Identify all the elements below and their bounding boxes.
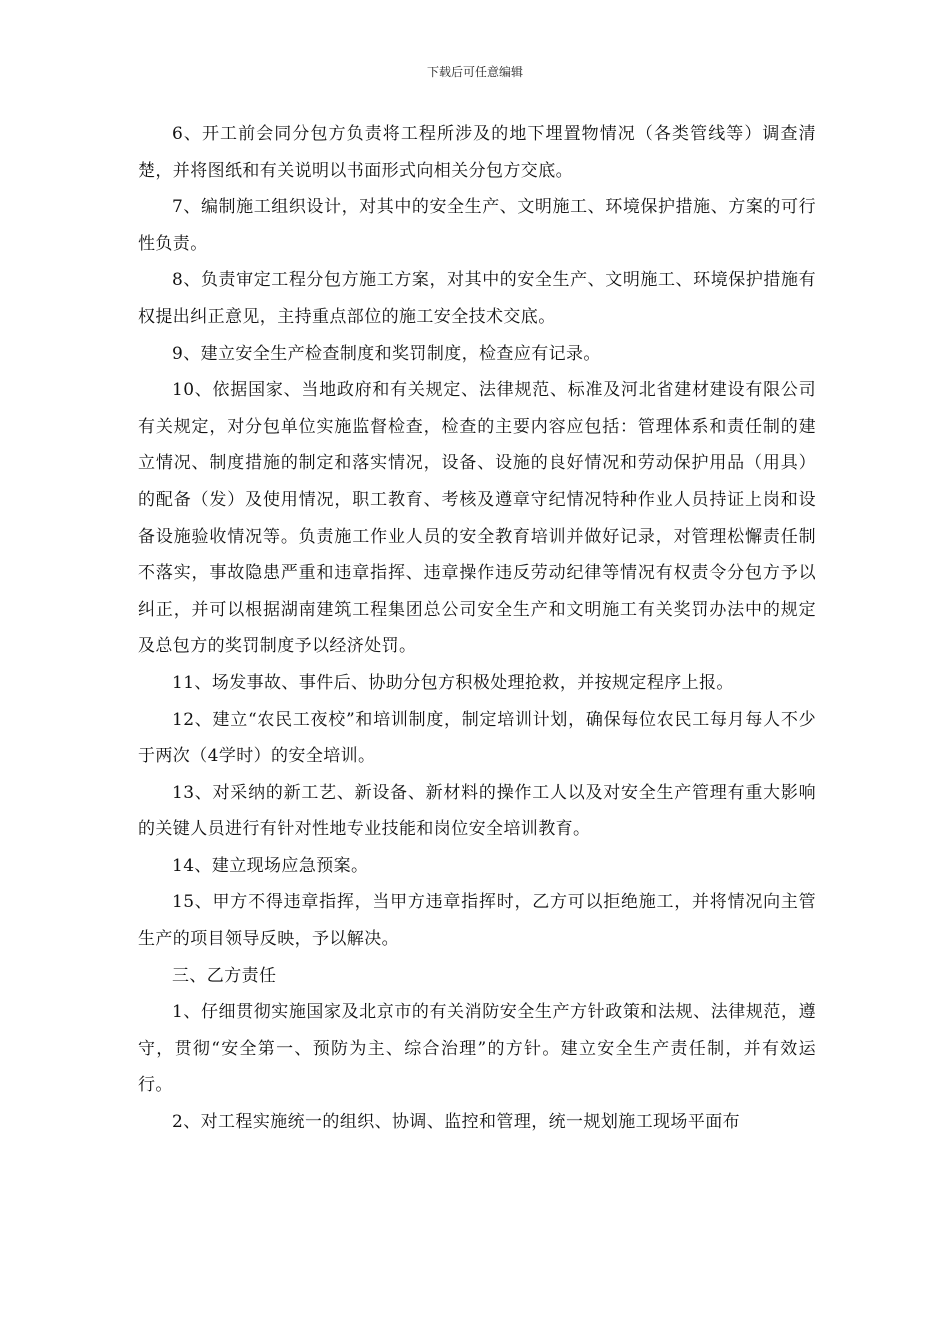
paragraph-item-9: 9、建立安全生产检查制度和奖罚制度，检查应有记录。 <box>172 343 601 364</box>
paragraph-item-b1: 1、仔细贯彻实施国家及北京市的有关消防安全生产方针政策和法规、法律规范，遵守，贯彻“安全第一、预防为主、综合治理”的方针。建立安全生产责任制，并有效运行。 <box>138 1002 816 1096</box>
paragraph-item-13: 13、对采纳的新工艺、新设备、新材料的操作工人以及对安全生产管理有重大影响的关键人员进行有针对性地专业技能和岗位安全培训教育。 <box>138 782 816 840</box>
paragraph-item-8: 8、负责审定工程分包方施工方案，对其中的安全生产、文明施工、环境保护措施有权提出纠正意见，主持重点部位的施工安全技术交底。 <box>138 270 816 327</box>
paragraph-item-7: 7、编制施工组织设计，对其中的安全生产、文明施工、环境保护措施、方案的可行性负责。 <box>138 197 816 254</box>
paragraph-item-15: 15、甲方不得违章指挥，当甲方违章指挥时，乙方可以拒绝施工，并将情况向主管生产的项目领导反映，予以解决。 <box>138 892 816 950</box>
document-body <box>138 116 816 1141</box>
paragraph-item-6: 6、开工前会同分包方负责将工程所涉及的地下埋置物情况（各类管线等）调查清楚，并将图纸和有关说明以书面形式向相关分包方交底。 <box>138 124 816 181</box>
paragraph-item-12: 12、建立“农民工夜校”和培训制度，制定培训计划，确保每位农民工每月每人不少于两次（4学时）的安全培训。 <box>138 709 816 767</box>
header-note: 下载后可任意编辑 <box>426 65 523 79</box>
paragraph-item-14: 14、建立现场应急预案。 <box>172 855 369 876</box>
paragraph-item-11: 11、场发事故、事件后、协助分包方积极处理抢救，并按规定程序上报。 <box>172 672 734 693</box>
paragraph-item-10: 10、依据国家、当地政府和有关规定、法律规范、标准及河北省建材建设有限公司有关规定，对分包单位实施监督检查，检查的主要内容应包括：管理体系和责任制的建立情况、制度措施的制定和落实情况，设备、设施的良好情况和劳动保护用品（用具）的配备（发）及使用情况，职工教育、考核及遵章守纪情况特种作业人员持证上岗和设备设施验收情况等。负责施工作业人员的安全教育培训并做好记录，对管理松懈责任制不落实，事故隐患严重和违章指挥、违章操作违反劳动纪律等情况有权责令分包方予以纠正，并可以根据湖南建筑工程集团总公司安全生产和文明施工有关奖罚办法中的规定及总包方的奖罚制度予以经济处罚。 <box>138 380 816 657</box>
paragraph-item-b2: 2、对工程实施统一的组织、协调、监控和管理，统一规划施工现场平面布 <box>172 1112 741 1133</box>
section-heading-party-b: 三、乙方责任 <box>172 965 277 986</box>
